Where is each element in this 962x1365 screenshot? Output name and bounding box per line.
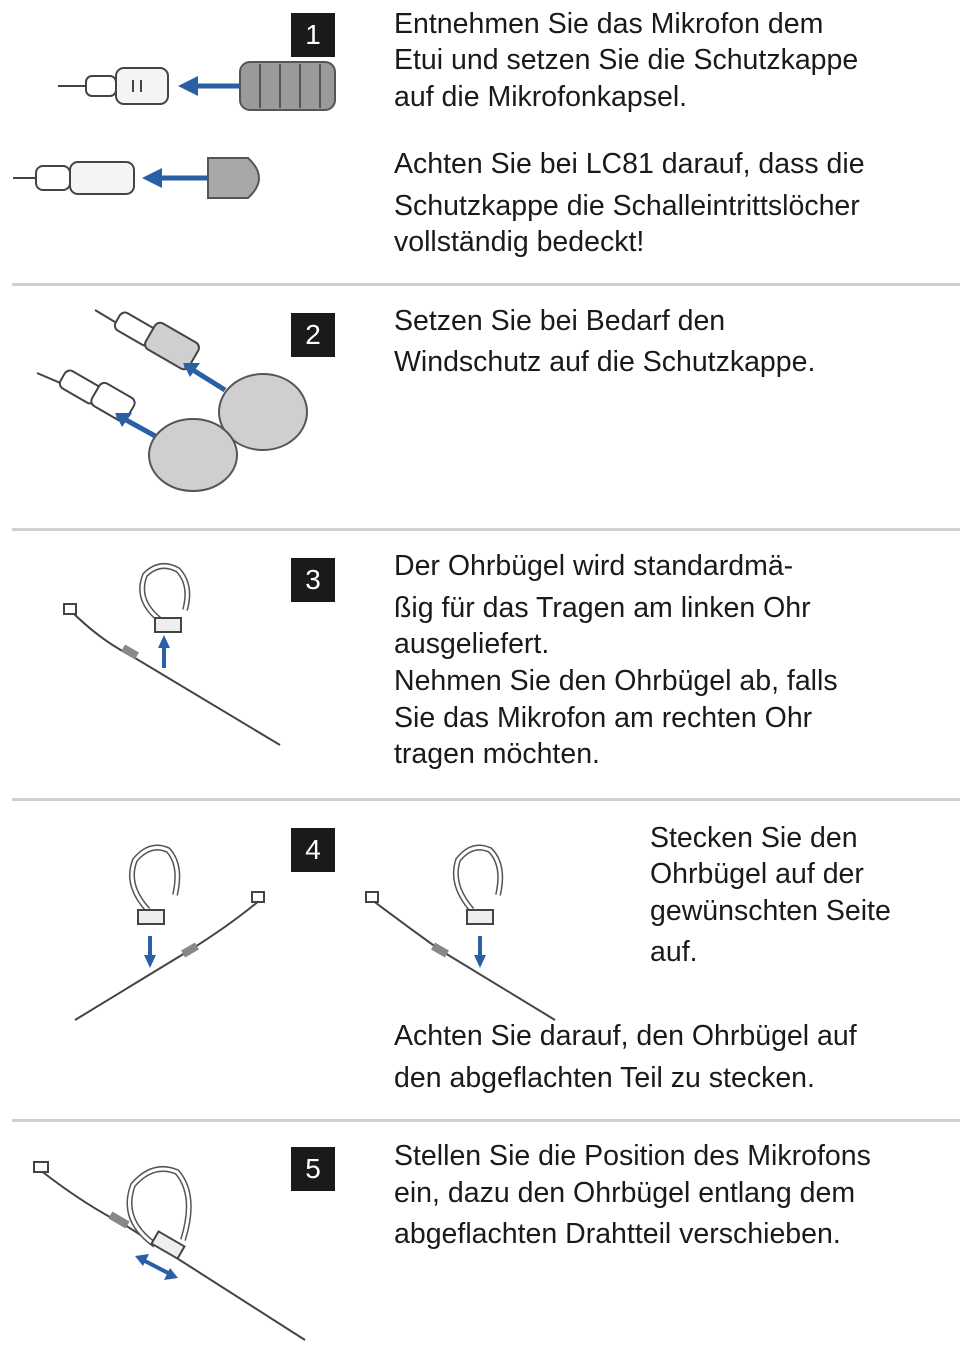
step4-illustration-right <box>360 840 560 1025</box>
step-number-badge: 1 <box>291 13 335 57</box>
step-1-note-line: Achten Sie bei LC81 darauf, dass die <box>394 148 865 180</box>
section-divider <box>12 798 960 801</box>
step-2-line: Windschutz auf die Schutzkappe. <box>394 346 816 378</box>
step4-illustration-left <box>70 840 270 1025</box>
step-number-badge: 5 <box>291 1147 335 1191</box>
step-4-line: auf. <box>650 936 698 968</box>
step-3-line: Sie das Mikrofon am rechten Ohr <box>394 702 813 734</box>
step-number-badge: 4 <box>291 828 335 872</box>
step3-illustration <box>60 560 290 750</box>
step-number-badge: 2 <box>291 313 335 357</box>
step-1-line: Etui und setzen Sie die Schutzkappe <box>394 44 859 76</box>
step-3-line: Nehmen Sie den Ohrbügel ab, falls <box>394 665 838 697</box>
step-number-badge: 3 <box>291 558 335 602</box>
step-1-note-line: vollständig bedeckt! <box>394 226 645 258</box>
step-2-line: Setzen Sie bei Bedarf den <box>394 305 726 337</box>
step-5-line: Stellen Sie die Position des Mikrofons <box>394 1140 871 1172</box>
step-4-line: Stecken Sie den <box>650 822 858 854</box>
section-divider <box>12 1119 960 1122</box>
step2-illustration <box>25 305 325 495</box>
step-3-line: tragen möchten. <box>394 738 600 770</box>
step-1-line: auf die Mikrofonkapsel. <box>394 81 688 113</box>
step-4-line: Ohrbügel auf der <box>650 858 864 890</box>
step5-illustration <box>25 1150 315 1350</box>
step1-illustration <box>8 40 343 210</box>
step-4-note-line: den abgeflachten Teil zu stecken. <box>394 1062 815 1094</box>
step-3-line: Der Ohrbügel wird standardmä- <box>394 550 794 582</box>
step-1-note-line: Schutzkappe die Schalleintrittslöcher <box>394 190 860 222</box>
step-5-line: ein, dazu den Ohrbügel entlang dem <box>394 1177 856 1209</box>
section-divider <box>12 283 960 286</box>
section-divider <box>12 528 960 531</box>
step-1-line: Entnehmen Sie das Mikrofon dem <box>394 8 824 40</box>
step-3-line: ausgeliefert. <box>394 628 550 660</box>
step-4-note-line: Achten Sie darauf, den Ohrbügel auf <box>394 1020 857 1052</box>
step-5-line: abgeflachten Drahtteil verschieben. <box>394 1218 841 1250</box>
step-4-line: gewünschten Seite <box>650 895 891 927</box>
step-3-line: ßig für das Tragen am linken Ohr <box>394 592 811 624</box>
